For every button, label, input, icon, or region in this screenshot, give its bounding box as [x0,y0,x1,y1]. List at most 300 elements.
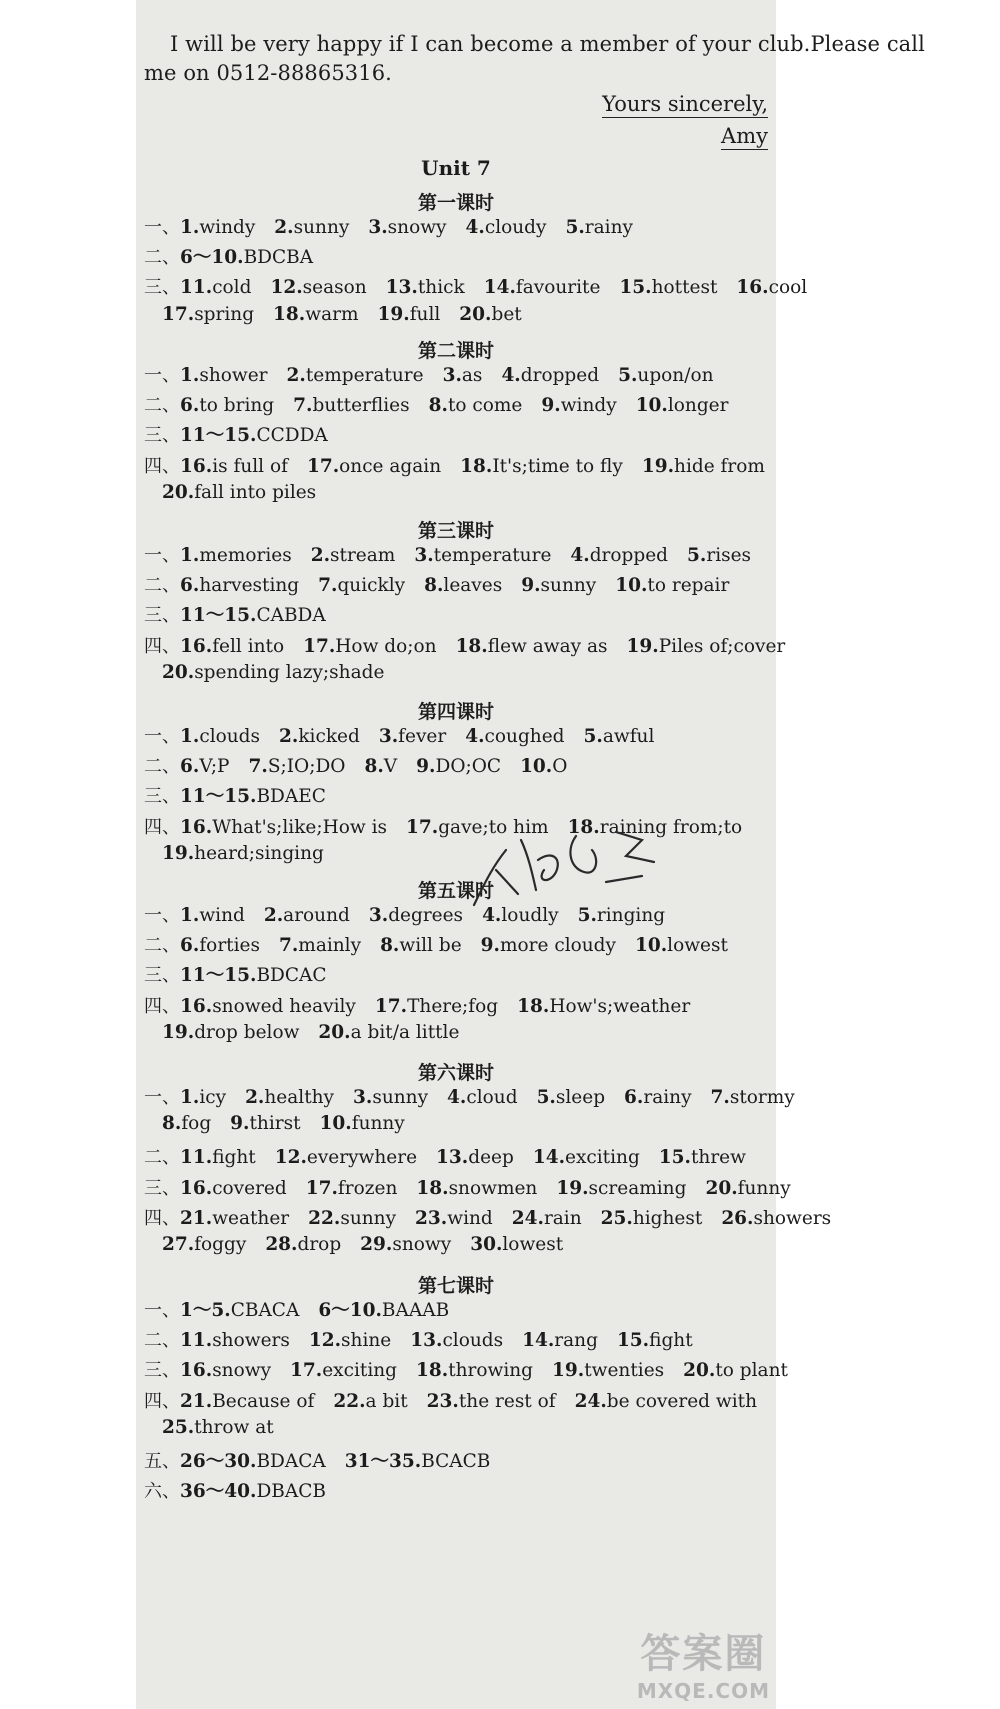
answer-text: exciting [322,1360,397,1382]
section-marker: 三、 [144,277,180,299]
answer-line [144,571,748,597]
answer-item [180,636,284,657]
answer-line [144,931,747,957]
answer-item [552,1360,664,1381]
answer-line [144,1387,776,1413]
answer-number: 10. [520,756,553,778]
answer-number: 20. [705,1177,738,1199]
answer-number: 13. [410,1330,443,1352]
answer-item [456,636,608,657]
section-marker: 三、 [144,1177,180,1199]
answer-item [541,395,616,416]
answer-number: 17. [306,455,340,477]
answer-text: kicked [298,726,360,747]
answer-text: rain [543,1207,582,1229]
answer-text: rises [706,545,752,566]
answer-number: 3. [368,217,388,238]
answer-line [162,1113,424,1134]
answer-number: 28. [265,1234,298,1255]
answer-item [279,726,360,747]
answer-item [180,1391,314,1412]
answer-number: 16. [180,455,213,477]
answer-text: gave;to him [438,816,549,838]
answer-line [144,421,347,447]
answer-item [162,1113,211,1134]
answer-item [415,1208,493,1229]
answer-text: DO;OC [435,756,502,778]
answer-text: favourite [515,277,601,299]
answer-item [470,1234,563,1255]
answer-item [180,905,245,926]
answer-item [264,905,350,926]
answer-line [144,992,709,1018]
answer-text: clouds [199,726,260,747]
answer-item [180,365,268,386]
answer-number: 12. [308,1330,342,1352]
answer-text: rang [554,1330,598,1352]
answer-number: 4. [465,726,485,747]
answer-text: How's;weather [549,995,691,1017]
answer-number: 20. [683,1360,716,1382]
answer-number: 20. [162,661,195,683]
answer-item [436,1147,514,1168]
answer-text: everywhere [306,1147,418,1169]
answer-text: highest [632,1207,703,1229]
answer-item [180,1087,226,1108]
answer-item [180,786,326,807]
answer-number: 9. [541,395,561,417]
answer-number: 11～15. [180,965,257,987]
answer-text: funny [737,1177,791,1199]
answer-line [144,273,826,299]
answer-item [683,1360,788,1381]
answer-text: a bit [365,1390,408,1412]
answer-number: 6. [180,395,200,417]
answer-text: temperature [305,365,424,386]
answer-item [180,1360,271,1381]
answer-text: awful [602,726,655,747]
section-marker: 三、 [144,425,180,447]
answer-text: BDACA [256,1451,326,1472]
answer-line [162,662,403,683]
answer-text: will be [399,935,462,957]
answer-number: 9. [416,756,436,778]
answer-item [466,217,547,238]
watermark [637,1622,770,1703]
answer-line [162,1022,478,1043]
answer-text: fight [649,1330,693,1352]
answer-item [512,1208,582,1229]
answer-item [624,1087,691,1108]
answer-number: 17. [162,303,195,325]
answer-text: drop [297,1234,342,1255]
answer-number: 2. [286,365,306,386]
section-marker: 一、 [144,545,180,566]
answer-item [378,304,441,325]
answer-item [601,1208,703,1229]
answer-item [180,1178,287,1199]
answer-item [308,1208,396,1229]
answer-item [443,365,483,386]
answer-line [144,1477,345,1503]
answer-text: twenties [584,1360,665,1382]
answer-line [162,304,541,325]
answer-line [144,1447,509,1473]
answer-item [180,277,251,298]
answer-line [144,601,345,627]
answer-number: 19. [552,1360,585,1382]
answer-text: weather [212,1207,290,1229]
answer-item [307,456,441,477]
section-marker: 三、 [144,1360,180,1382]
answer-item [274,217,349,238]
answer-item [180,545,292,566]
answer-line [144,752,586,778]
answer-item [416,1360,533,1381]
answer-number: 12. [274,1147,307,1169]
answer-item [410,1330,503,1351]
answer-text: lowest [502,1234,564,1255]
answer-number: 16. [180,635,213,657]
answer-text: is full of [212,455,288,477]
lesson-title: 第三课时 [417,520,494,542]
answer-text: bet [491,303,522,325]
answer-item [180,575,299,596]
answer-text: fog [181,1113,212,1135]
answer-text: the rest of [458,1390,556,1412]
answer-item [311,545,396,566]
answer-text: dropped [520,365,600,386]
answer-text: shine [341,1330,392,1352]
answer-number: 6～10. [180,247,244,269]
answer-number: 11～15. [180,786,257,808]
answer-number: 5. [565,217,585,238]
answer-number: 6. [180,756,200,778]
watermark-en: MXQE.COM [636,1679,770,1703]
section-marker: 四、 [144,1390,180,1412]
answer-text: season [302,277,367,299]
answer-item [570,545,668,566]
answer-item [687,545,751,566]
answer-item [615,575,729,596]
answer-text: DBACB [256,1481,326,1503]
answer-text: more cloudy [499,935,616,957]
section-marker: 二、 [144,247,180,269]
answer-item [162,1417,274,1438]
answer-text: mainly [298,935,362,957]
answer-item [619,277,717,298]
answer-text: snowmen [448,1177,538,1199]
answer-text: sunny [372,1087,429,1108]
answer-text: It's;time to fly [492,455,623,477]
answer-item [636,395,729,416]
answer-line [144,1143,765,1169]
answer-text: be covered with [606,1390,757,1412]
answer-text: ringing [596,905,666,926]
answer-item [180,817,387,838]
answer-item [537,1087,605,1108]
section-marker: 二、 [144,575,180,597]
answer-number: 21. [180,1390,213,1412]
answer-item [162,304,254,325]
answer-text: longer [667,395,729,417]
answer-number: 18. [460,455,493,477]
answer-text: What's;like;How is [212,816,388,838]
answer-text: raining from;to [599,816,743,838]
answer-line [144,243,332,269]
answer-text: dropped [589,545,669,566]
answer-text: frozen [337,1177,398,1199]
answer-number: 17. [406,816,439,838]
answer-text: sleep [555,1087,606,1108]
answer-item [520,756,567,777]
answer-number: 22. [308,1207,341,1229]
section-marker: 二、 [144,935,180,957]
answer-text: clouds [442,1330,504,1352]
answer-text: snowy [392,1234,452,1255]
answer-item [427,1391,556,1412]
answer-item [345,1451,491,1472]
answer-number: 1. [180,726,200,747]
answer-number: 8. [424,575,444,597]
answer-text: covered [212,1177,287,1199]
answer-text: to plant [715,1360,788,1382]
answer-text: throwing [448,1360,534,1382]
answer-number: 4. [447,1087,467,1108]
answer-item [533,1147,640,1168]
answer-text: snowy [387,217,447,238]
answer-item [460,456,623,477]
answer-number: 9. [230,1113,250,1135]
answer-number: 1. [180,905,200,926]
answer-text: BAAAB [381,1300,450,1321]
answer-text: showers [212,1330,290,1352]
answer-item [386,277,465,298]
answer-text: fight [212,1147,256,1169]
answer-number: 26～30. [180,1451,257,1472]
letter-closing: Yours sincerely, [602,92,768,116]
answer-item [416,1178,537,1199]
answer-text: wind [447,1207,493,1229]
answer-text: butterflies [312,395,410,417]
answer-number: 6. [180,575,200,597]
answer-number: 31～35. [344,1451,422,1472]
handwritten-scribble [466,810,666,920]
answer-item [659,1147,746,1168]
answer-number: 15. [619,277,652,299]
section-marker: 四、 [144,816,180,838]
answer-item [501,365,599,386]
answer-item [414,545,551,566]
answer-line [162,843,343,864]
answer-item [360,1234,451,1255]
answer-text: spending lazy;shade [194,661,385,683]
answer-number: 11. [180,1330,213,1352]
answer-item [368,217,446,238]
answer-number: 1～5. [180,1300,231,1321]
answer-text: to repair [647,575,730,597]
answer-item [353,1087,428,1108]
answer-number: 4. [482,905,502,926]
answer-number: 18. [517,995,550,1017]
answer-number: 20. [459,303,492,325]
answer-text: showers [753,1207,832,1229]
answer-number: 11～15. [180,605,257,627]
answer-item [180,935,260,956]
answer-item [180,605,326,626]
answer-number: 1. [180,545,200,566]
answer-item [293,395,409,416]
answer-number: 2. [279,726,299,747]
answer-number: 14. [532,1147,566,1169]
answer-number: 2. [274,217,294,238]
answer-text: CBACA [230,1300,300,1321]
answer-text: harvesting [199,575,300,597]
answer-number: 3. [442,365,462,386]
answer-number: 11. [180,1147,213,1169]
answer-number: 16. [180,995,213,1017]
answer-item [369,905,463,926]
answer-number: 18. [455,635,488,657]
answer-text: upon/on [637,365,714,386]
answer-text: stormy [729,1087,795,1108]
answer-text: around [283,905,350,926]
answer-number: 6～10. [318,1300,382,1321]
answer-item [318,575,405,596]
answer-line [144,1204,850,1230]
answer-number: 5. [687,545,707,566]
answer-number: 7. [318,575,338,597]
section-marker: 六、 [144,1481,180,1503]
answer-item [618,365,713,386]
answer-number: 9. [521,575,541,597]
answer-number: 14. [483,277,516,299]
answer-number: 2. [245,1087,265,1108]
answer-number: 16. [180,1177,213,1199]
answer-number: 17. [303,635,336,657]
answer-text: fall into piles [194,481,317,503]
answer-item [275,1147,417,1168]
answer-number: 13. [385,277,418,299]
answer-number: 5. [583,726,603,747]
answer-line [144,1356,807,1382]
answer-item [279,935,361,956]
answer-item [364,756,397,777]
answer-item [635,935,728,956]
answer-number: 7. [710,1087,730,1108]
answer-text: foggy [194,1234,247,1255]
answer-item [230,1113,300,1134]
letter-line-1: I will be very happy if I can become a member of your club.Please call [170,32,925,56]
answer-number: 24. [511,1207,544,1229]
section-marker: 三、 [144,786,180,808]
answer-text: hottest [651,277,718,299]
answer-item [617,1330,693,1351]
answer-item [627,636,786,657]
section-marker: 二、 [144,1330,180,1352]
answer-number: 17. [305,1177,338,1199]
answer-number: 11～15. [180,425,257,447]
answer-text: BCACB [421,1451,491,1472]
section-marker: 四、 [144,635,180,657]
answer-text: memories [199,545,292,566]
answer-number: 8. [428,395,448,417]
lesson-title: 第一课时 [417,192,494,214]
answer-number: 3. [353,1087,373,1108]
answer-number: 19. [162,1021,195,1043]
answer-item [180,1330,290,1351]
answer-text: degrees [388,905,464,926]
answer-number: 16. [180,816,213,838]
answer-item [320,1113,405,1134]
section-marker: 二、 [144,395,180,417]
answer-text: to come [447,395,523,417]
answer-text: V [383,756,398,778]
answer-line [144,782,345,808]
answer-number: 5. [536,1087,556,1108]
answer-text: as [461,365,483,386]
answer-text: CCDDA [256,425,328,447]
answer-number: 4. [570,545,590,566]
answer-text: snowy [212,1360,272,1382]
answer-item [180,425,328,446]
answer-number: 1. [180,1087,200,1108]
answer-number: 19. [641,455,675,477]
answer-number: 24. [574,1390,607,1412]
answer-item [375,996,498,1017]
answer-text: S;IO;DO [267,756,346,778]
answer-number: 10. [634,935,668,957]
answer-line [162,482,335,503]
answer-item [721,1208,831,1229]
answer-text: windy [560,395,617,417]
section-marker: 四、 [144,1207,180,1229]
answer-number: 1. [180,217,200,238]
answer-text: icy [199,1087,227,1108]
answer-item [180,395,274,416]
answer-number: 36～40. [180,1481,257,1503]
lesson-title: 第五课时 [417,880,494,902]
answer-number: 8. [162,1113,182,1135]
answer-number: 20. [162,481,195,503]
lesson-title: 第四课时 [417,701,494,723]
answer-text: coughed [484,726,565,747]
answer-text: threw [690,1147,746,1169]
answer-item [180,247,313,268]
answer-item [333,1391,407,1412]
section-marker: 一、 [144,1087,180,1108]
answer-number: 15. [658,1147,691,1169]
answer-text: CABDA [256,605,326,627]
answer-number: 18. [416,1360,449,1382]
answer-number: 19. [377,303,410,325]
answer-number: 12. [270,277,303,299]
answer-number: 4. [501,365,521,386]
section-marker: 四、 [144,995,180,1017]
answer-number: 7. [293,395,313,417]
answer-item [287,365,424,386]
answer-item [270,277,366,298]
answer-item [736,277,807,298]
answer-text: quickly [337,575,406,597]
answer-item [180,996,356,1017]
answer-number: 16. [180,1360,213,1382]
answer-number: 27. [162,1234,195,1255]
answer-line [144,632,804,658]
answer-number: 3. [378,726,399,747]
answer-item [180,756,230,777]
answer-text: funny [351,1113,405,1135]
